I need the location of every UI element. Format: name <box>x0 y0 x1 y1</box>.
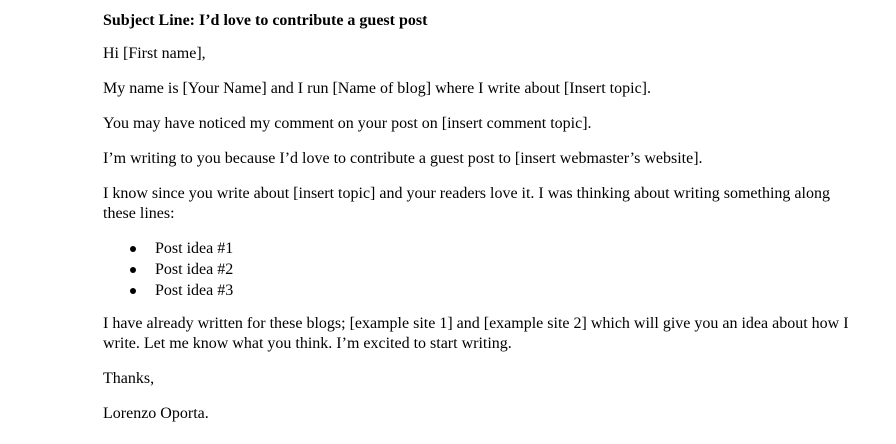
greeting: Hi [First name], <box>103 45 206 62</box>
bullet-icon <box>130 246 136 252</box>
comment-paragraph: You may have noticed my comment on your post on [insert comment topic]. <box>103 115 592 132</box>
post-ideas-list <box>103 238 863 301</box>
list-item-label: Post idea #1 <box>155 240 234 257</box>
signoff: Thanks, <box>103 370 155 387</box>
subject-line: Subject Line: I’d love to contribute a guest post <box>103 12 428 29</box>
list-item <box>103 280 863 301</box>
bullet-icon <box>130 288 136 294</box>
signature: Lorenzo Oporta. <box>103 405 209 422</box>
email-template-document <box>103 11 863 424</box>
purpose-paragraph: I’m writing to you because I’d love to contribute a guest post to [insert webmaster’s website]. <box>103 150 703 167</box>
bullet-icon <box>130 267 136 273</box>
list-item <box>103 259 863 280</box>
closing-paragraph: I have already written for these blogs; [example site 1] and [example site 2] which will give you an idea about how I write. Let me know what you think. I’m excited to start writing. <box>103 315 849 352</box>
list-item-label: Post idea #3 <box>155 282 234 299</box>
list-item <box>103 238 863 259</box>
ideas-intro-paragraph: I know since you write about [insert topic] and your readers love it. I was thinking about writing something along these lines: <box>103 185 830 222</box>
intro-paragraph: My name is [Your Name] and I run [Name of blog] where I write about [Insert topic]. <box>103 80 651 97</box>
list-item-label: Post idea #2 <box>155 261 234 278</box>
